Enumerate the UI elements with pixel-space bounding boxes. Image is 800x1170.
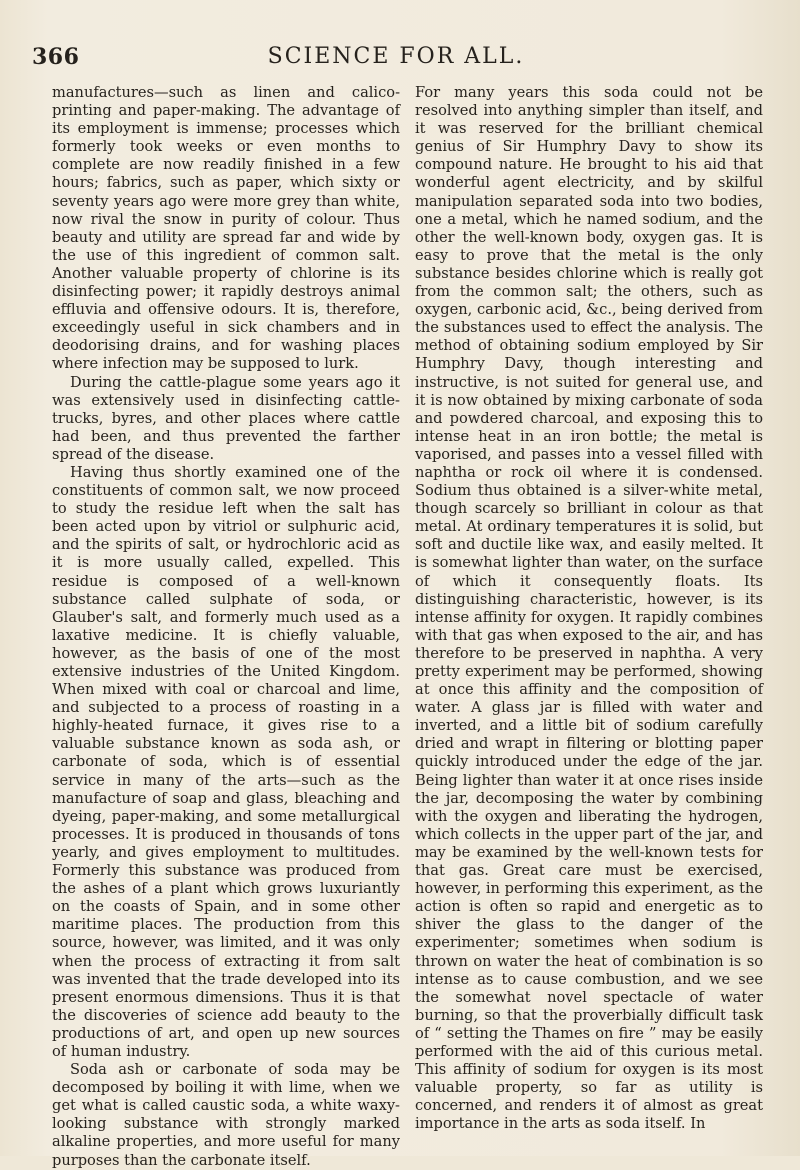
page-number: 366 — [32, 44, 80, 70]
left-column — [52, 84, 400, 1170]
paragraph: Soda ash or carbonate of soda may be decomposed by boiling it with lime, when we get what is called caustic soda, a white waxy-looking substance with strongly marked alkaline properties, and more useful for many purposes than the carbonate itself. — [52, 1061, 400, 1169]
page-header — [32, 44, 760, 80]
running-head: SCIENCE FOR ALL. — [267, 44, 525, 69]
paragraph: Having thus shortly examined one of the constituents of common salt, we now proceed to study the residue left when the salt has been acted upon by vitriol or sulphuric acid, and the spirits of salt, or hydrochloric acid as it is more usually called, expelled. This residue is composed of a well-known substance called sulphate of soda, or Glauber's salt, and formerly much used as a laxative medicine. It is chiefly valuable, however, as the basis of one of the most extensive industries of the United Kingdom. When mixed with coal or charcoal and lime, and subjected to a process of roasting in a highly-heated furnace, it gives rise to a valuable substance known as soda ash, or carbonate of soda, which is of essential service in many of the arts—such as the manufacture of soap and glass, bleaching and dyeing, paper-making, and some metallurgical processes. It is produced in thousands of tons yearly, and gives employment to multitudes. Formerly this substance was produced from the ashes of a plant which grows luxuriantly on the coasts of Spain, and in some other maritime places. The production from this source, however, was limited, and it was only when the process of extracting it from salt was invented that the trade developed into its present enormous dimensions. Thus it is that the discoveries of science add beauty to the productions of art, and open up new sources of human industry. — [52, 463, 400, 1060]
right-column — [415, 84, 763, 1133]
paragraph: During the cattle-plague some years ago it was extensively used in disinfecting cattle-trucks, byres, and other places where cattle had been, and thus prevented the farther spread of the disease. — [52, 373, 400, 463]
paragraph: manufactures—such as linen and calico-printing and paper-making. The advantage of its employment is immense; processes which formerly took weeks or even months to complete are now readily finished in a few hours; fabrics, such as paper, which sixty or seventy years ago were more grey than white, now rival the snow in purity of colour. Thus beauty and utility are spread far and wide by the use of this ingredient of common salt. Another valuable property of chlorine is its disinfecting power; it rapidly destroys animal effluvia and offensive odours. It is, therefore, exceedingly useful in sick chambers and in deodorising drains, and for washing places where infection may be supposed to lurk. — [52, 84, 400, 373]
paragraph: For many years this soda could not be resolved into anything simpler than itself, and it was reserved for the brilliant chemical genius of Sir Humphry Davy to show its compound nature. He brought to his aid that wonderful agent electricity, and by skilful manipulation separated soda into two bodies, one a metal, which he named sodium, and the other the well-known body, oxygen gas. It is easy to prove that the metal is the only substance besides chlorine which is really got from the common salt; the others, such as oxygen, carbonic acid, &c., being derived from the substances used to effect the analysis. The method of obtaining sodium employed by Sir Humphry Davy, though interesting and instructive, is not suited for general use, and it is now obtained by mixing carbonate of soda and powdered charcoal, and exposing this to intense heat in an iron bottle; the metal is vaporised, and passes into a vessel filled with naphtha or rock oil where it is condensed. Sodium thus obtained is a silver-white metal, though scarcely so brilliant in colour as that metal. At ordinary temperatures it is solid, but soft and ductile like wax, and easily melted. It is somewhat lighter than water, on the surface of which it consequently floats. Its distinguishing characteristic, however, is its intense affinity for oxygen. It rapidly combines with that gas when exposed to the air, and has therefore to be preserved in naphtha. A very pretty experiment may be performed, showing at once this affinity and the composition of water. A glass jar is filled with water and inverted, and a little bit of sodium carefully dried and wrapt in filtering or blotting paper quickly introduced under the edge of the jar. Being lighter than water it at once rises inside the jar, decomposing the water by combining with the oxygen and liberating the hydrogen, which collects in the upper part of the jar, and may be examined by the well-known tests for that gas. Great care must be exercised, however, in performing this experiment, as the action is often so rapid and energetic as to shiver the glass to the danger of the experimenter; sometimes when sodium is thrown on water the heat of combination is so intense as to cause combustion, and we see the somewhat novel spectacle of water burning, so that the proverbially difficult task of “ setting the Thames on fire ” may be easily performed with the aid of this curious metal. This affinity of sodium for oxygen is its most valuable property, so far as utility is concerned, and renders it of almost as great importance in the arts as soda itself. In — [415, 84, 763, 1133]
